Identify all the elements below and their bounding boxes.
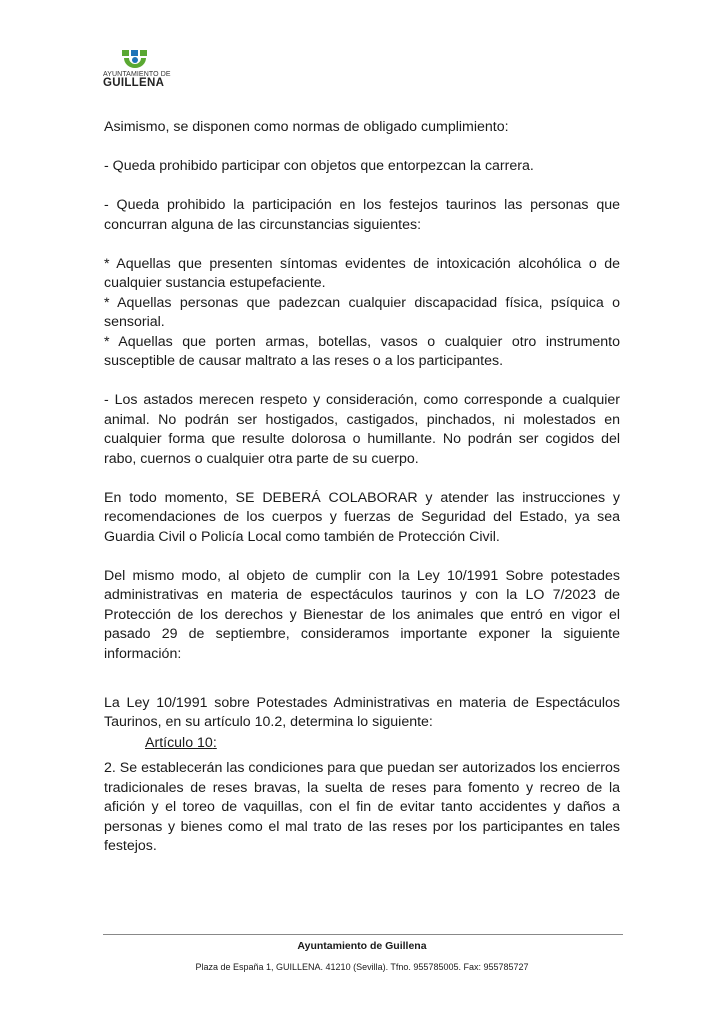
rule-respect: - Los astados merecen respeto y consideración, como corresponde a cualquier animal. No podrán ser hostigados, castigados, pinchados, ni molestados en cualquier forma que resulte dolorosa o humillante. No podrán ser cogidos del rabo, cuernos o cualquier otra parte de su cuerpo. [104,392,620,467]
article-text: 2. Se establecerán las condiciones para que puedan ser autorizados los encierros tradicionales de reses bravas, la suelta de reses para fomento y recreo de la afición y el toreo de vaquillas, con el fin de evitar tanto accidentes y daños a personas y bienes como el mal trato de las reses por los participantes en tales festejos. [104,760,620,854]
guillena-emblem-icon [121,50,149,70]
law-reference-paragraph: La Ley 10/1991 sobre Potestades Administrativas en materia de Espectáculos Taurinos, en su artículo 10.2, determina lo siguiente: [104,694,620,730]
document-body [104,118,620,857]
intro-paragraph: Asimismo, se disponen como normas de obligado cumplimiento: [104,119,509,135]
rule-participation: - Queda prohibido la participación en los festejos taurinos las personas que concurran alguna de las circunstancias siguientes: [104,197,620,233]
bullet-disability: * Aquellas personas que padezcan cualquier discapacidad física, psíquica o sensorial. [104,294,620,330]
footer-title: Ayuntamiento de Guillena [297,940,427,952]
footer-divider [103,934,623,935]
collaborate-paragraph: En todo momento, SE DEBERÁ COLABORAR y atender las instrucciones y recomendaciones de los cuerpos y fuerzas de Seguridad del Estado, ya sea Guardia Civil o Policía Local como también de Protección Civil. [104,489,620,545]
article-colon: : [212,734,217,751]
article-heading [145,734,620,754]
rule-objects: - Queda prohibido participar con objetos que entorpezcan la carrera. [104,158,534,174]
footer-address: Plaza de España 1, GUILLENA. 41210 (Sevilla). Tfno. 955785005. Fax: 955785727 [195,962,529,972]
bullet-intoxication: * Aquellas que presenten síntomas evidentes de intoxicación alcohólica o de cualquier sustancia estupefaciente. [104,255,620,291]
bullet-weapons: * Aquellas que porten armas, botellas, vasos o cualquier otro instrumento susceptible de causar maltrato a las reses o a los participantes. [104,333,620,369]
municipal-logo [103,50,173,89]
logo-top-text: AYUNTAMIENTO DE [103,71,171,78]
article-title: Artículo 10 [145,734,213,751]
logo-bottom-text: GUILLENA [103,77,165,89]
law-intro-paragraph: Del mismo modo, al objeto de cumplir con la Ley 10/1991 Sobre potestades administrativas en materia de espectáculos taurinos y con la LO 7/2023 de Protección de los derechos y Bienestar de los animales que entró en vigor el pasado 29 de septiembre, consideramos importante exponer la siguiente información: [104,567,620,662]
